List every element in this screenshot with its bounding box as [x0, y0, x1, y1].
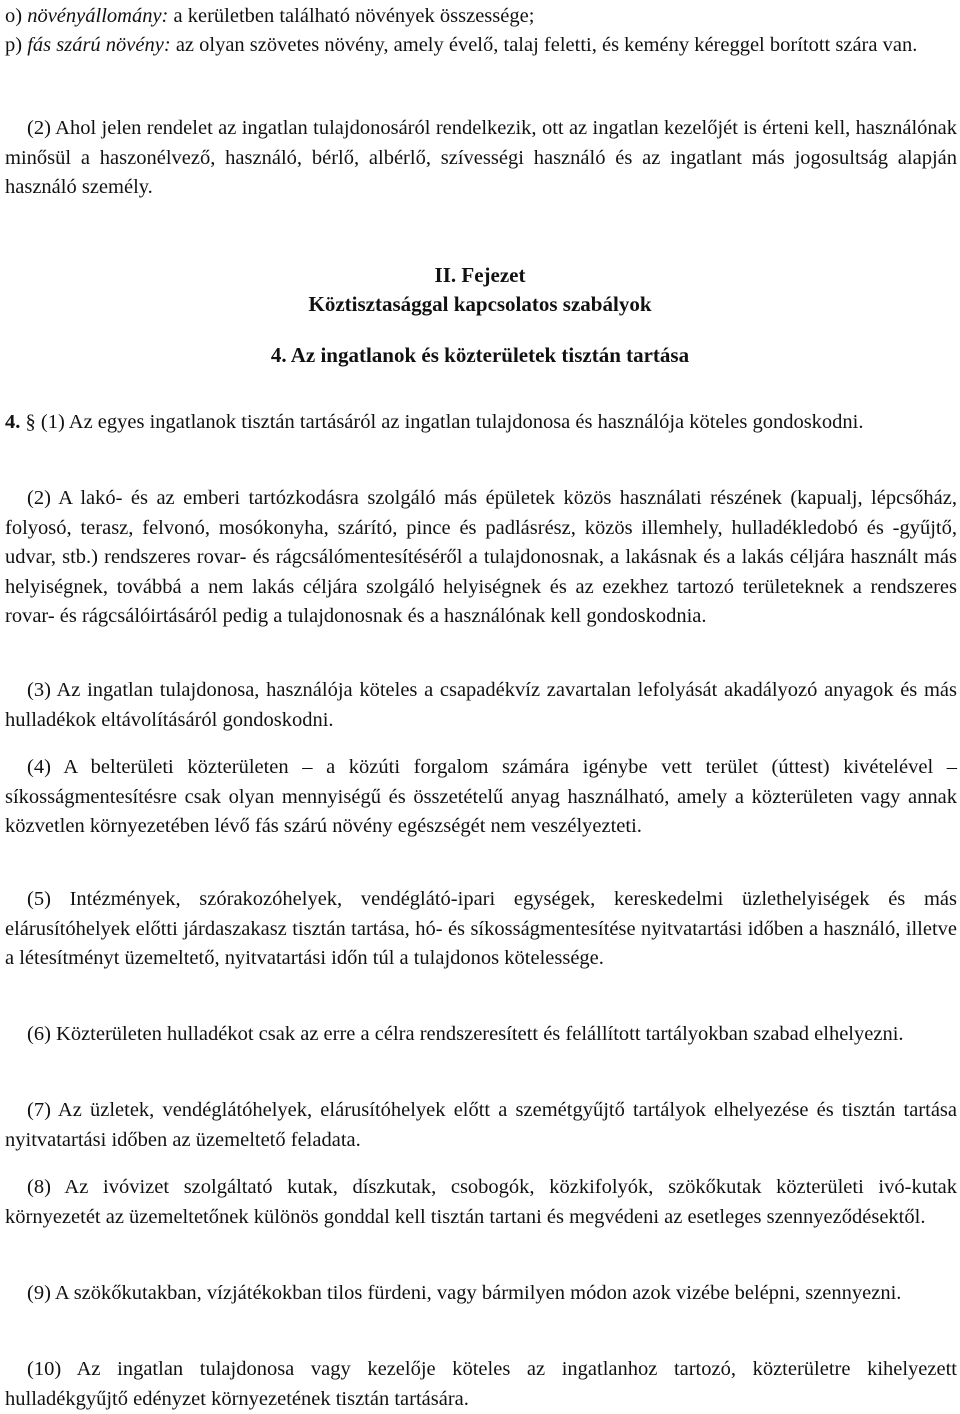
definition-p-text: az olyan szövetes növény, amely évelő, talaj feletti, és kemény kéreggel borított szára van.	[170, 34, 918, 56]
section-paragraph-1	[5, 408, 957, 438]
section-paragraph-10: (10) Az ingatlan tulajdonosa vagy kezelője köteles az ingatlanhoz tartozó, közterületre kihelyezett hulladékgyűjtő edényzet környezetének tisztán tartására.	[5, 1358, 957, 1410]
section-paragraph-8: (8) Az ivóvizet szolgáltató kutak, díszkutak, csobogók, közkifolyók, szökőkutak közterületi ivó-kutak környezetét az üzemeltetőnek különös gonddal kell tisztán tartani és megvédeni az esetleges szennyeződésektől.	[5, 1176, 957, 1228]
definition-p-term: fás szárú növény:	[27, 34, 171, 56]
section-paragraph-2: (2) A lakó- és az emberi tartózkodásra szolgáló más épületek közös használati részének (kapualj, lépcsőház, folyosó, terasz, felvonó, mosókonyha, szárító, pince és padlásrész, közös illemhely, hulladékledobó és -gyűjtő, udvar, stb.) rendszeres rovar- és rágcsálómentesítéséről a tulajdonosnak, a lakásnak és a lakás céljára használt más helyiségnek, továbbá a nem lakás céljára szolgáló helyiségnek és az ezekhez tartozó területeknek a rendszeres rovar- és rágcsálóirtásáról pedig a tulajdonosnak és a használónak kell gondoskodnia.	[5, 487, 957, 627]
paragraph-2: (2) Ahol jelen rendelet az ingatlan tulajdonosáról rendelkezik, ott az ingatlan kezelőjét is érteni kell, használónak minősül a haszonélvező, használó, bérlő, albérlő, szívességi használó és az ingatlant más jogosultság alapján használó személy.	[5, 117, 957, 198]
section-paragraph-6: (6) Közterületen hulladékot csak az erre a célra rendszeresített és felállított tartályokban szabad elhelyezni.	[27, 1023, 904, 1045]
section-paragraph-3: (3) Az ingatlan tulajdonosa, használója köteles a csapadékvíz zavartalan lefolyását akadályozó anyagok és más hulladékok eltávolításáról gondoskodni.	[5, 679, 957, 731]
chapter-number: II. Fejezet	[434, 263, 526, 287]
definition-o	[5, 2, 957, 32]
section-paragraph-7: (7) Az üzletek, vendéglátóhelyek, elárusítóhelyek előtt a szemétgyűjtő tartályok elhelyezése és tisztán tartása nyitvatartási időben az üzemeltető feladata.	[5, 1099, 957, 1151]
section-paragraph-9: (9) A szökőkutakban, vízjátékokban tilos fürdeni, vagy bármilyen módon azok vizébe belépni, szennyezni.	[27, 1282, 902, 1304]
section-sign: §	[25, 411, 36, 433]
definition-o-term: növényállomány:	[27, 5, 169, 27]
section-paragraph-1-text: (1) Az egyes ingatlanok tisztán tartásáról az ingatlan tulajdonosa és használója köteles gondoskodni.	[40, 411, 864, 433]
definition-o-text: a kerületben található növények összessége;	[168, 5, 535, 27]
section-title: 4. Az ingatlanok és közterületek tisztán tartása	[270, 343, 690, 367]
chapter-heading	[0, 261, 960, 319]
definition-p	[5, 31, 957, 61]
section-paragraph-5: (5) Intézmények, szórakozóhelyek, vendéglátó-ipari egységek, kereskedelmi üzlethelyiségek és más elárusítóhelyek előtti járdaszakasz tisztán tartása, hó- és síkosságmentesítése nyitvatartási időben a használó, illetve a létesítményt üzemeltető, nyitvatartási időn túl a tulajdonos kötelessége.	[5, 888, 957, 969]
chapter-title: Köztisztasággal kapcsolatos szabályok	[308, 292, 652, 316]
section-number: 4.	[5, 411, 21, 433]
section-paragraph-4: (4) A belterületi közterületen – a közúti forgalom számára igénybe vett terület (úttest) kivételével – síkosságmentesítésre csak olyan mennyiségű és összetételű anyag használható, amely a közterületen vagy annak közvetlen környezetében lévő fás szárú növény egészségét nem veszélyezteti.	[5, 756, 957, 837]
definition-p-prefix: p)	[5, 34, 28, 56]
definition-o-prefix: o)	[5, 5, 28, 27]
